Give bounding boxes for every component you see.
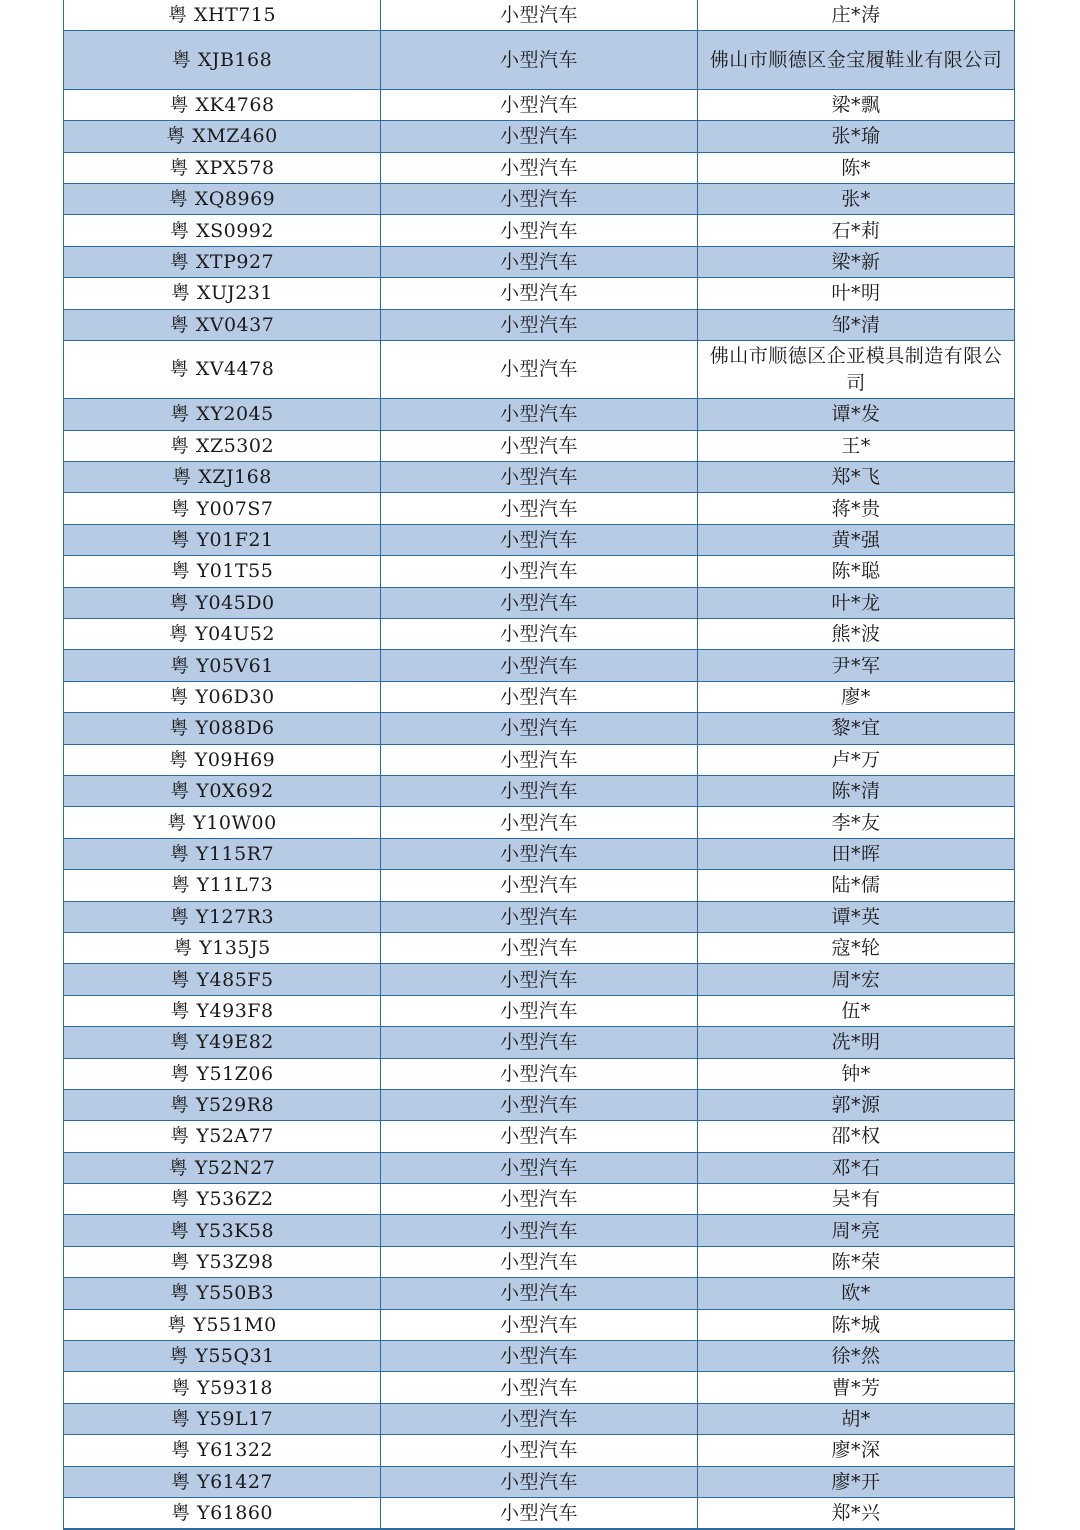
- vehicle-type-cell: 小型汽车: [381, 650, 698, 681]
- vehicle-type-cell: 小型汽车: [381, 901, 698, 932]
- table-row: [64, 650, 1015, 681]
- plate-cell: 粤 XJB168: [64, 31, 381, 89]
- plate-cell: 粤 Y493F8: [64, 995, 381, 1026]
- vehicle-type-cell: 小型汽车: [381, 309, 698, 340]
- plate-cell: 粤 Y59318: [64, 1372, 381, 1403]
- vehicle-type-cell: 小型汽车: [381, 1089, 698, 1120]
- vehicle-type-cell: 小型汽车: [381, 1215, 698, 1246]
- table-row: [64, 340, 1015, 398]
- plate-cell: 粤 XS0992: [64, 215, 381, 246]
- table-row: [64, 399, 1015, 430]
- vehicle-type-cell: 小型汽车: [381, 807, 698, 838]
- vehicle-type-cell: 小型汽车: [381, 619, 698, 650]
- plate-cell: 粤 Y10W00: [64, 807, 381, 838]
- vehicle-type-cell: 小型汽车: [381, 932, 698, 963]
- owner-cell: 李*友: [698, 807, 1015, 838]
- vehicle-type-cell: 小型汽车: [381, 1341, 698, 1372]
- table-row: [64, 1184, 1015, 1215]
- owner-cell: 邹*清: [698, 309, 1015, 340]
- plate-cell: 粤 XHT715: [64, 0, 381, 31]
- owner-cell: 陈*: [698, 152, 1015, 183]
- plate-cell: 粤 Y52N27: [64, 1152, 381, 1183]
- vehicle-type-cell: 小型汽车: [381, 1184, 698, 1215]
- vehicle-type-cell: 小型汽车: [381, 1152, 698, 1183]
- vehicle-type-cell: 小型汽车: [381, 1027, 698, 1058]
- vehicle-type-cell: 小型汽车: [381, 995, 698, 1026]
- owner-cell: 周*亮: [698, 1215, 1015, 1246]
- owner-cell: 张*瑜: [698, 121, 1015, 152]
- plate-cell: 粤 Y04U52: [64, 619, 381, 650]
- owner-cell: 郑*兴: [698, 1497, 1015, 1529]
- table-row: [64, 309, 1015, 340]
- owner-cell: 陈*聪: [698, 556, 1015, 587]
- table-row: [64, 1372, 1015, 1403]
- table-row: [64, 713, 1015, 744]
- owner-cell: 叶*龙: [698, 587, 1015, 618]
- owner-cell: 梁*新: [698, 246, 1015, 277]
- plate-cell: 粤 Y045D0: [64, 587, 381, 618]
- plate-cell: 粤 XY2045: [64, 399, 381, 430]
- table-row: [64, 278, 1015, 309]
- table-row: [64, 744, 1015, 775]
- table-row: [64, 619, 1015, 650]
- table-row: [64, 430, 1015, 461]
- vehicle-type-cell: 小型汽车: [381, 152, 698, 183]
- owner-cell: 黄*强: [698, 524, 1015, 555]
- plate-cell: 粤 Y61427: [64, 1466, 381, 1497]
- owner-cell: 廖*: [698, 681, 1015, 712]
- plate-cell: 粤 Y0X692: [64, 775, 381, 806]
- table-row: [64, 775, 1015, 806]
- plate-cell: 粤 XV0437: [64, 309, 381, 340]
- owner-cell: 邵*权: [698, 1121, 1015, 1152]
- table-row: [64, 1152, 1015, 1183]
- plate-cell: 粤 Y49E82: [64, 1027, 381, 1058]
- vehicle-type-cell: 小型汽车: [381, 1246, 698, 1277]
- vehicle-type-cell: 小型汽车: [381, 278, 698, 309]
- table-row: [64, 121, 1015, 152]
- plate-cell: 粤 XPX578: [64, 152, 381, 183]
- owner-cell: 张*: [698, 183, 1015, 214]
- plate-cell: 粤 XMZ460: [64, 121, 381, 152]
- table-row: [64, 1466, 1015, 1497]
- plate-cell: 粤 Y135J5: [64, 932, 381, 963]
- table-row: [64, 524, 1015, 555]
- vehicle-type-cell: 小型汽车: [381, 1435, 698, 1466]
- table-row: [64, 1246, 1015, 1277]
- owner-cell: 王*: [698, 430, 1015, 461]
- owner-cell: 谭*英: [698, 901, 1015, 932]
- vehicle-type-cell: 小型汽车: [381, 0, 698, 31]
- plate-cell: 粤 Y09H69: [64, 744, 381, 775]
- owner-cell: 石*莉: [698, 215, 1015, 246]
- owner-cell: 熊*波: [698, 619, 1015, 650]
- plate-cell: 粤 Y05V61: [64, 650, 381, 681]
- owner-cell: 佛山市顺德区金宝履鞋业有限公司: [698, 31, 1015, 89]
- table-row: [64, 932, 1015, 963]
- table-row: [64, 1027, 1015, 1058]
- owner-cell: 钟*: [698, 1058, 1015, 1089]
- table-row: [64, 1341, 1015, 1372]
- table-row: [64, 1278, 1015, 1309]
- vehicle-type-cell: 小型汽车: [381, 744, 698, 775]
- vehicle-type-cell: 小型汽车: [381, 775, 698, 806]
- owner-cell: 佛山市顺德区企亚模具制造有限公司: [698, 340, 1015, 398]
- plate-cell: 粤 Y53K58: [64, 1215, 381, 1246]
- owner-cell: 蒋*贵: [698, 493, 1015, 524]
- owner-cell: 廖*开: [698, 1466, 1015, 1497]
- table-row: [64, 995, 1015, 1026]
- owner-cell: 邓*石: [698, 1152, 1015, 1183]
- vehicle-type-cell: 小型汽车: [381, 246, 698, 277]
- table-row: [64, 681, 1015, 712]
- owner-cell: 郑*飞: [698, 462, 1015, 493]
- vehicle-type-cell: 小型汽车: [381, 183, 698, 214]
- plate-cell: 粤 Y551M0: [64, 1309, 381, 1340]
- plate-cell: 粤 XZ5302: [64, 430, 381, 461]
- plate-cell: 粤 Y61860: [64, 1497, 381, 1529]
- table-row: [64, 183, 1015, 214]
- vehicle-type-cell: 小型汽车: [381, 1278, 698, 1309]
- table-row: [64, 152, 1015, 183]
- vehicle-type-cell: 小型汽车: [381, 870, 698, 901]
- plate-cell: 粤 Y55Q31: [64, 1341, 381, 1372]
- vehicle-type-cell: 小型汽车: [381, 1497, 698, 1529]
- vehicle-type-cell: 小型汽车: [381, 31, 698, 89]
- plate-cell: 粤 Y536Z2: [64, 1184, 381, 1215]
- owner-cell: 冼*明: [698, 1027, 1015, 1058]
- table-row: [64, 556, 1015, 587]
- owner-cell: 郭*源: [698, 1089, 1015, 1120]
- table-row: [64, 1089, 1015, 1120]
- table-row: [64, 807, 1015, 838]
- table-row: [64, 1403, 1015, 1434]
- vehicle-table: [63, 0, 1015, 1530]
- table-row: [64, 587, 1015, 618]
- table-row: [64, 1058, 1015, 1089]
- table-row: [64, 838, 1015, 869]
- plate-cell: 粤 XQ8969: [64, 183, 381, 214]
- owner-cell: 尹*军: [698, 650, 1015, 681]
- plate-cell: 粤 Y59L17: [64, 1403, 381, 1434]
- table-row: [64, 31, 1015, 89]
- table-row: [64, 901, 1015, 932]
- table-row: [64, 1215, 1015, 1246]
- owner-cell: 曹*芳: [698, 1372, 1015, 1403]
- plate-cell: 粤 XTP927: [64, 246, 381, 277]
- table-row: [64, 0, 1015, 31]
- vehicle-type-cell: 小型汽车: [381, 399, 698, 430]
- vehicle-type-cell: 小型汽车: [381, 1121, 698, 1152]
- owner-cell: 田*晖: [698, 838, 1015, 869]
- owner-cell: 陈*荣: [698, 1246, 1015, 1277]
- plate-cell: 粤 Y088D6: [64, 713, 381, 744]
- table-row: [64, 215, 1015, 246]
- document-page: [63, 0, 1014, 1530]
- vehicle-type-cell: 小型汽车: [381, 89, 698, 120]
- vehicle-type-cell: 小型汽车: [381, 587, 698, 618]
- owner-cell: 吴*有: [698, 1184, 1015, 1215]
- table-row: [64, 1121, 1015, 1152]
- plate-cell: 粤 Y485F5: [64, 964, 381, 995]
- plate-cell: 粤 XK4768: [64, 89, 381, 120]
- owner-cell: 黎*宜: [698, 713, 1015, 744]
- vehicle-table-body: [64, 0, 1015, 1529]
- table-row: [64, 1435, 1015, 1466]
- owner-cell: 伍*: [698, 995, 1015, 1026]
- vehicle-type-cell: 小型汽车: [381, 1403, 698, 1434]
- plate-cell: 粤 Y61322: [64, 1435, 381, 1466]
- table-row: [64, 89, 1015, 120]
- table-row: [64, 246, 1015, 277]
- owner-cell: 陈*清: [698, 775, 1015, 806]
- vehicle-type-cell: 小型汽车: [381, 556, 698, 587]
- plate-cell: 粤 XUJ231: [64, 278, 381, 309]
- plate-cell: 粤 Y01F21: [64, 524, 381, 555]
- vehicle-type-cell: 小型汽车: [381, 1372, 698, 1403]
- vehicle-type-cell: 小型汽车: [381, 524, 698, 555]
- plate-cell: 粤 XZJ168: [64, 462, 381, 493]
- plate-cell: 粤 Y53Z98: [64, 1246, 381, 1277]
- owner-cell: 寇*轮: [698, 932, 1015, 963]
- owner-cell: 胡*: [698, 1403, 1015, 1434]
- vehicle-type-cell: 小型汽车: [381, 462, 698, 493]
- vehicle-type-cell: 小型汽车: [381, 121, 698, 152]
- vehicle-type-cell: 小型汽车: [381, 964, 698, 995]
- owner-cell: 周*宏: [698, 964, 1015, 995]
- owner-cell: 陈*城: [698, 1309, 1015, 1340]
- vehicle-type-cell: 小型汽车: [381, 340, 698, 398]
- owner-cell: 欧*: [698, 1278, 1015, 1309]
- vehicle-type-cell: 小型汽车: [381, 681, 698, 712]
- owner-cell: 叶*明: [698, 278, 1015, 309]
- owner-cell: 陆*儒: [698, 870, 1015, 901]
- table-row: [64, 462, 1015, 493]
- table-row: [64, 964, 1015, 995]
- plate-cell: 粤 Y529R8: [64, 1089, 381, 1120]
- plate-cell: 粤 Y06D30: [64, 681, 381, 712]
- vehicle-type-cell: 小型汽车: [381, 493, 698, 524]
- owner-cell: 廖*深: [698, 1435, 1015, 1466]
- vehicle-type-cell: 小型汽车: [381, 1309, 698, 1340]
- owner-cell: 卢*万: [698, 744, 1015, 775]
- plate-cell: 粤 Y550B3: [64, 1278, 381, 1309]
- plate-cell: 粤 Y51Z06: [64, 1058, 381, 1089]
- table-row: [64, 493, 1015, 524]
- plate-cell: 粤 Y127R3: [64, 901, 381, 932]
- owner-cell: 庄*涛: [698, 0, 1015, 31]
- plate-cell: 粤 Y007S7: [64, 493, 381, 524]
- plate-cell: 粤 Y52A77: [64, 1121, 381, 1152]
- owner-cell: 谭*发: [698, 399, 1015, 430]
- table-row: [64, 870, 1015, 901]
- plate-cell: 粤 Y01T55: [64, 556, 381, 587]
- vehicle-type-cell: 小型汽车: [381, 430, 698, 461]
- vehicle-type-cell: 小型汽车: [381, 713, 698, 744]
- plate-cell: 粤 Y115R7: [64, 838, 381, 869]
- owner-cell: 梁*飘: [698, 89, 1015, 120]
- table-row: [64, 1497, 1015, 1529]
- vehicle-type-cell: 小型汽车: [381, 1058, 698, 1089]
- table-row: [64, 1309, 1015, 1340]
- vehicle-type-cell: 小型汽车: [381, 215, 698, 246]
- vehicle-type-cell: 小型汽车: [381, 1466, 698, 1497]
- plate-cell: 粤 XV4478: [64, 340, 381, 398]
- vehicle-type-cell: 小型汽车: [381, 838, 698, 869]
- plate-cell: 粤 Y11L73: [64, 870, 381, 901]
- owner-cell: 徐*然: [698, 1341, 1015, 1372]
